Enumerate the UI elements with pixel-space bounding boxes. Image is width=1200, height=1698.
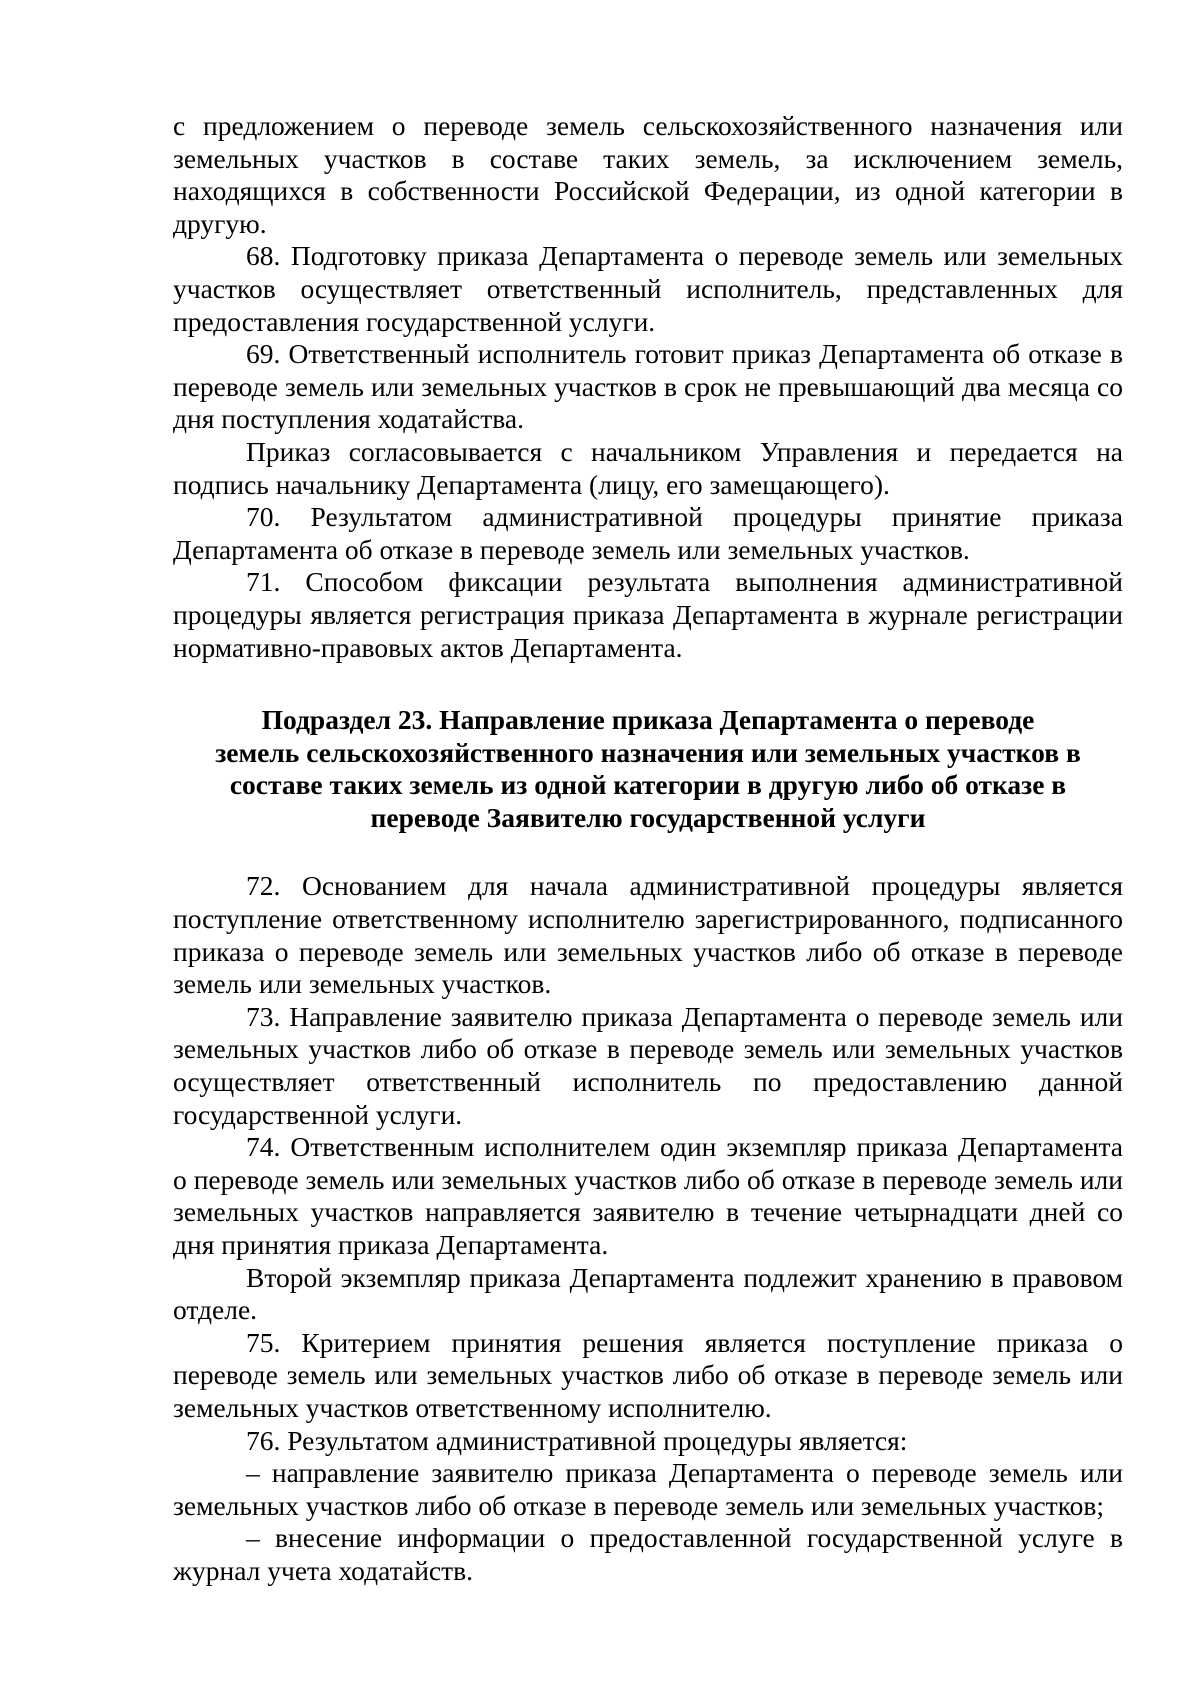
- document-body: [173, 110, 1123, 1588]
- section-heading-line: переводе Заявителю государственной услуги: [370, 801, 926, 833]
- section-heading-line: Подраздел 23. Направление приказа Департамента о переводе: [261, 704, 1035, 736]
- section-heading-line: земель сельскохозяйственного назначения или земельных участков в: [215, 736, 1081, 768]
- paragraph-72: 72. Основанием для начала административной процедуры является поступление ответственному исполнителю зарегистрированного, подписанного приказа о переводе земель или земельных участков либо об отказе в переводе земель или земельных участков.: [173, 870, 1123, 1000]
- paragraph-continuation: с предложением о переводе земель сельскохозяйственного назначения или земельных участков в составе таких земель, за исключением земель, находящихся в собственности Российской Федерации, из одной категории в другую.: [173, 110, 1123, 239]
- paragraph-76: 76. Результатом административной процедуры является:: [246, 1424, 908, 1456]
- paragraph-73: 73. Направление заявителю приказа Департамента о переводе земель или земельных участков либо об отказе в переводе земель или земельных участков осуществляет ответственный исполнитель по предоставлению данной государственной услуги.: [173, 1000, 1123, 1130]
- paragraphs-before-section: [173, 110, 1123, 664]
- paragraph-69: 69. Ответственный исполнитель готовит приказ Департамента об отказе в переводе земель или земельных участков в срок не превышающий два месяца со дня поступления ходатайства.: [173, 338, 1123, 435]
- paragraph-75: 75. Критерием принятия решения является поступление приказа о переводе земель или земельных участков либо об отказе в переводе земель или земельных участков ответственному исполнителю.: [173, 1326, 1123, 1423]
- list-item-journal-entry: – внесение информации о предоставленной государственной услуге в журнал учета ходатайств.: [173, 1522, 1123, 1586]
- paragraph-74: 74. Ответственным исполнителем один экземпляр приказа Департамента о переводе земель или земельных участков либо об отказе в переводе земель или земельных участков направляется заявителю в течение четырнадцати дней со дня принятия приказа Департамента.: [173, 1131, 1123, 1260]
- paragraph-second-copy: Второй экземпляр приказа Департамента подлежит хранению в правовом отделе.: [173, 1261, 1123, 1326]
- section-heading: [173, 704, 1123, 834]
- paragraph-order-approval: Приказ согласовывается с начальником Управления и передается на подпись начальнику Департамента (лицу, его замещающего).: [173, 435, 1123, 500]
- paragraph-70: 70. Результатом административной процедуры принятие приказа Департамента об отказе в переводе земель или земельных участков.: [173, 501, 1123, 565]
- paragraphs-after-section: [173, 870, 1123, 1587]
- paragraph-68: 68. Подготовку приказа Департамента о переводе земель или земельных участков осуществляет ответственный исполнитель, представленных для предоставления государственной услуги.: [173, 240, 1123, 337]
- section-heading-line: составе таких земель из одной категории в другую либо об отказе в: [229, 769, 1067, 801]
- list-item-sending-order: – направление заявителю приказа Департамента о переводе земель или земельных участков либо об отказе в переводе земель или земельных участков;: [173, 1457, 1123, 1521]
- paragraph-71: 71. Способом фиксации результата выполнения административной процедуры является регистрация приказа Департамента в журнале регистрации нормативно-правовых актов Департамента.: [173, 566, 1123, 663]
